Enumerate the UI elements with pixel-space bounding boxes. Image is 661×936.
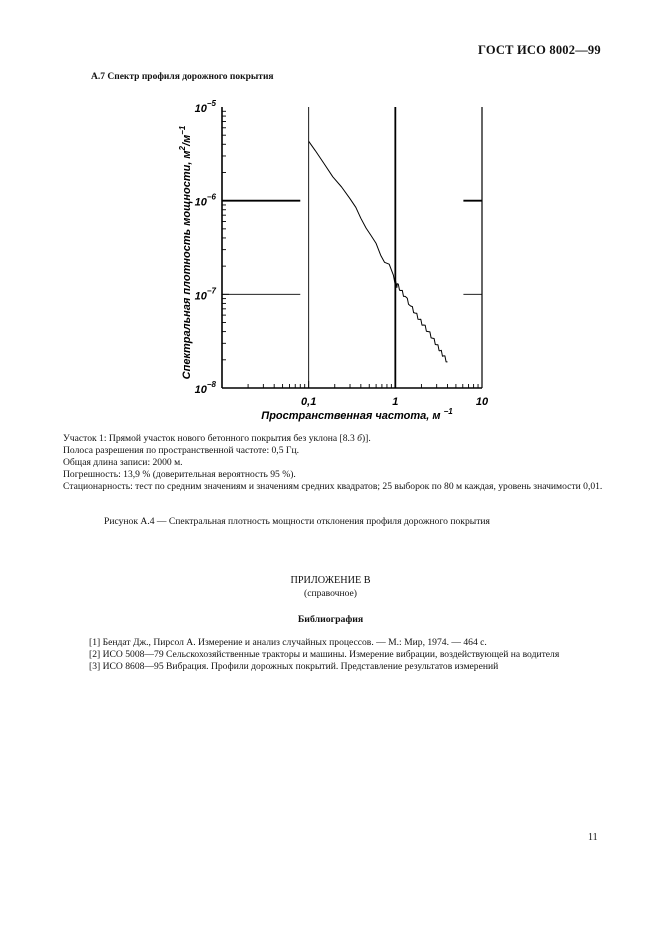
section-title: А.7 Спектр профиля дорожного покрытия bbox=[91, 72, 274, 82]
y-tick-label-0: $10^{-5}$ bbox=[194, 99, 216, 115]
x-tick-label-0: 0,1 bbox=[301, 396, 317, 408]
note-section: Участок 1: Прямой участок нового бетонного покрытия без уклона [8.3 б)]. bbox=[63, 433, 371, 444]
note-stationarity: Стационарность: тест по средним значениям и значениям средних квадратов; 25 выборок по 80 м каждая, уровень значимости 0,01. bbox=[63, 481, 603, 492]
spectrum-line-0 bbox=[309, 141, 448, 362]
y-tick-label-1: $10^{-6}$ bbox=[194, 192, 216, 209]
x-tick-label-1: 1 bbox=[392, 396, 399, 408]
figure-caption: Рисунок А.4 — Спектральная плотность мощности отклонения профиля дорожного покрытия bbox=[104, 516, 490, 527]
bib-item-2: [2] ИСО 5008—79 Сельскохозяйственные тракторы и машины. Измерение вибрации, воздействующей на водителя bbox=[89, 649, 560, 660]
document-id: ГОСТ ИСО 8002—99 bbox=[478, 43, 601, 57]
note-resolution: Полоса разрешения по пространственной частоте: 0,5 Гц. bbox=[63, 445, 299, 456]
page-number: 11 bbox=[588, 832, 598, 843]
bib-item-3: [3] ИСО 8608—95 Вибрация. Профили дорожных покрытий. Представление результатов измерений bbox=[89, 661, 499, 672]
spectrum-chart bbox=[0, 0, 661, 430]
x-tick-label-2: 10 bbox=[475, 396, 489, 408]
y-tick-label-3: $10^{-8}$ bbox=[194, 380, 216, 396]
note-length: Общая длина записи: 2000 м. bbox=[63, 457, 183, 468]
x-axis-label: Пространственная частота, м $^{-1}$ bbox=[261, 407, 453, 422]
measurement-notes bbox=[63, 433, 603, 493]
bibliography-title: Библиография bbox=[297, 614, 364, 625]
y-tick-label-2: $10^{-7}$ bbox=[194, 286, 216, 303]
note-error: Погрешность: 13,9 % (доверительная вероятность 95 %). bbox=[63, 469, 296, 480]
appendix-title: ПРИЛОЖЕНИЕ В bbox=[290, 575, 371, 586]
appendix-subtitle: (справочное) bbox=[304, 588, 357, 599]
bibliography-list bbox=[63, 637, 601, 673]
y-axis-label: Спектральная плотность мощности, $м^2/м^{-1}$ bbox=[178, 125, 193, 380]
bib-item-1: [1] Бендат Дж., Пирсол А. Измерение и анализ случайных процессов. — М.: Мир, 1974. — 464 с. bbox=[89, 637, 487, 648]
